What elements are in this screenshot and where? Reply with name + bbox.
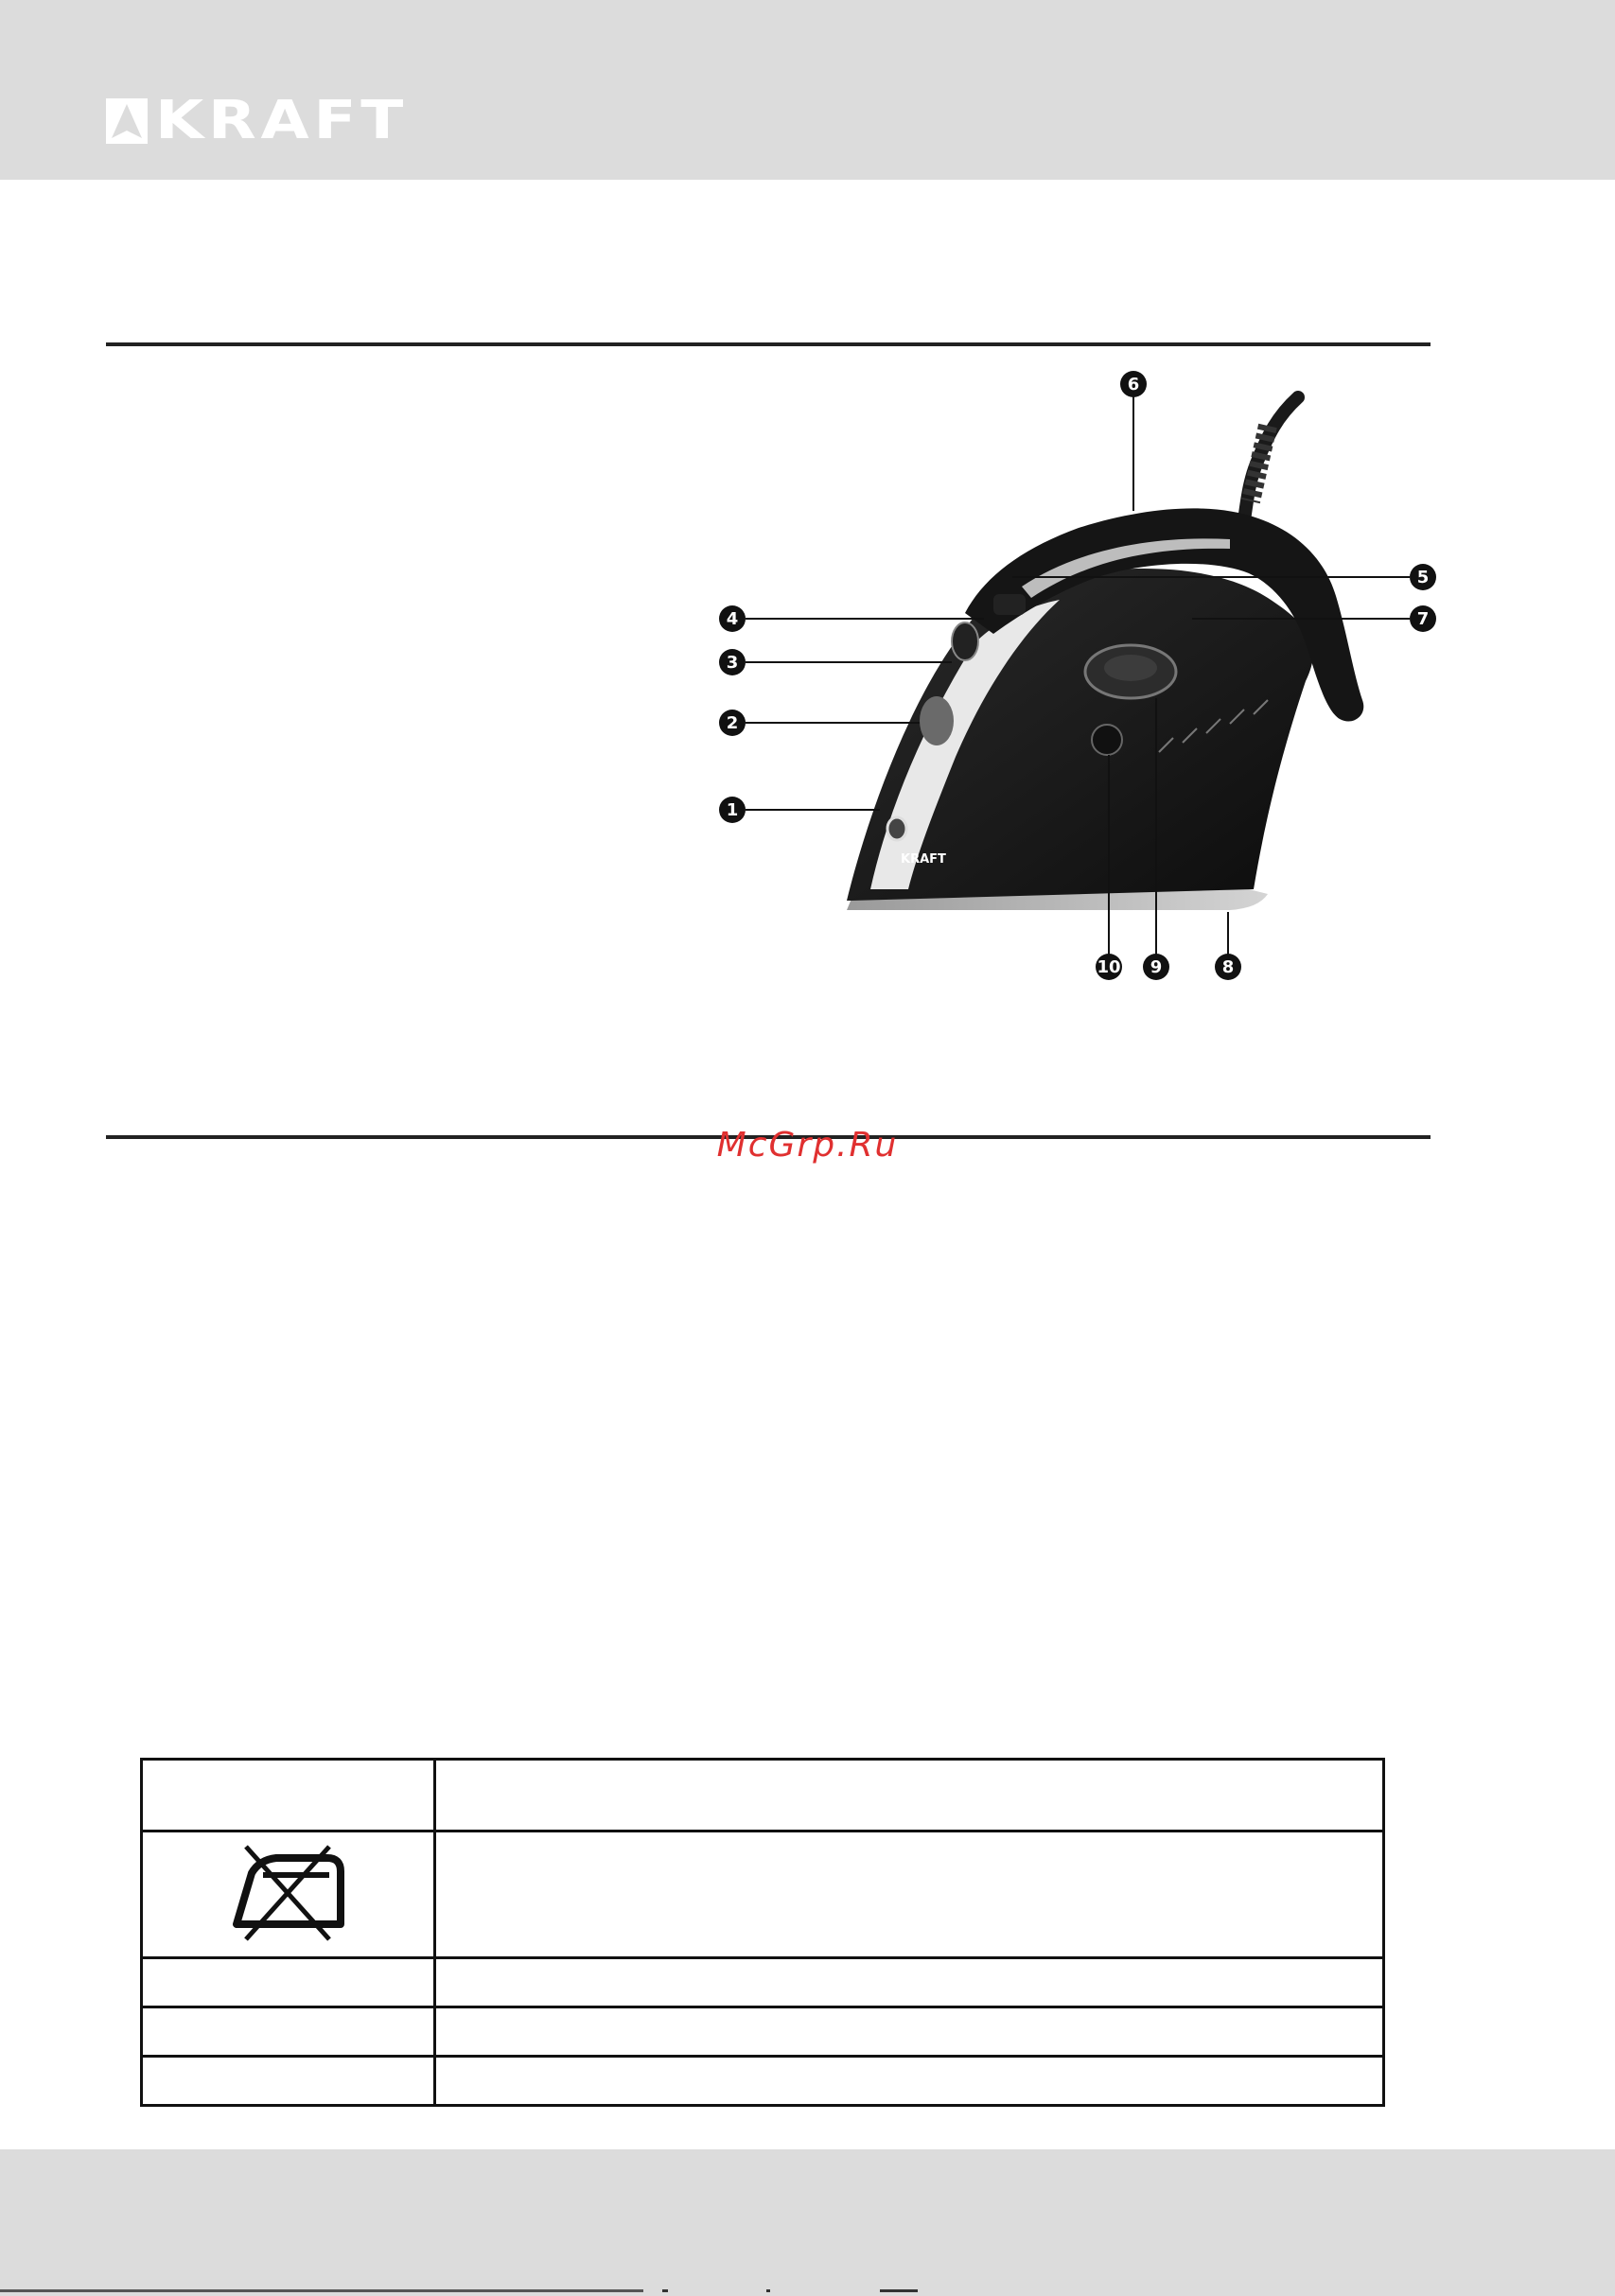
callout-4: [719, 605, 746, 632]
filler-cover: [920, 696, 954, 745]
table-cell-symbol: [142, 2007, 435, 2057]
logo-mark-icon: [106, 98, 148, 144]
steam-burst-button: [993, 594, 1026, 615]
table-row: [142, 1832, 1384, 1958]
callout-8: [1215, 954, 1241, 980]
svg-text:6: 6: [1127, 375, 1140, 394]
callout-5: [1410, 564, 1436, 590]
svg-text:4: 4: [726, 609, 739, 629]
svg-text:9: 9: [1150, 957, 1163, 977]
svg-text:5: 5: [1416, 568, 1430, 587]
table-cell-symbol: [142, 1832, 435, 1958]
svg-text:2: 2: [726, 713, 739, 733]
callout-2: [719, 710, 746, 736]
callout-10: [1096, 954, 1122, 980]
callout-9: [1143, 954, 1169, 980]
table-row: [142, 1958, 1384, 2007]
callout-6: [1120, 371, 1147, 397]
callout-3: [719, 649, 746, 675]
table-cell-symbol: [142, 1760, 435, 1832]
steam-regulator: [1092, 725, 1122, 755]
svg-text:7: 7: [1416, 609, 1430, 629]
table-row: [142, 2007, 1384, 2057]
iron-diagram: [700, 359, 1457, 1003]
table-cell-description: [435, 1832, 1384, 1958]
watermark: McGrp.Ru: [716, 1126, 899, 1165]
callout-1: [719, 797, 746, 823]
header-band: [0, 0, 1615, 180]
svg-text:10: 10: [1097, 957, 1121, 977]
brand-name: KRAFT: [155, 90, 409, 151]
svg-text:1: 1: [726, 800, 739, 820]
table-row: [142, 2057, 1384, 2106]
footer-band: [0, 2149, 1615, 2296]
table-cell-description: [435, 1760, 1384, 1832]
spray-nozzle: [887, 817, 906, 840]
table-cell-symbol: [142, 2057, 435, 2106]
care-symbols-table: [140, 1758, 1385, 2107]
table-cell-symbol: [142, 1958, 435, 2007]
section-rule-top: [106, 342, 1431, 346]
footer-marks: [0, 2289, 1615, 2292]
iron-brand-label: KRAFT: [901, 852, 946, 867]
spray-button: [952, 622, 978, 660]
power-cord: [1244, 397, 1298, 520]
table-cell-description: [435, 2057, 1384, 2106]
brand-logo: [106, 90, 409, 151]
temperature-dial-center: [1104, 655, 1157, 681]
callout-7: [1410, 605, 1436, 632]
table-row: [142, 1760, 1384, 1832]
table-cell-description: [435, 1958, 1384, 2007]
do-not-iron-icon: [218, 1837, 360, 1947]
svg-text:8: 8: [1221, 957, 1235, 977]
svg-text:3: 3: [726, 653, 739, 673]
table-cell-description: [435, 2007, 1384, 2057]
